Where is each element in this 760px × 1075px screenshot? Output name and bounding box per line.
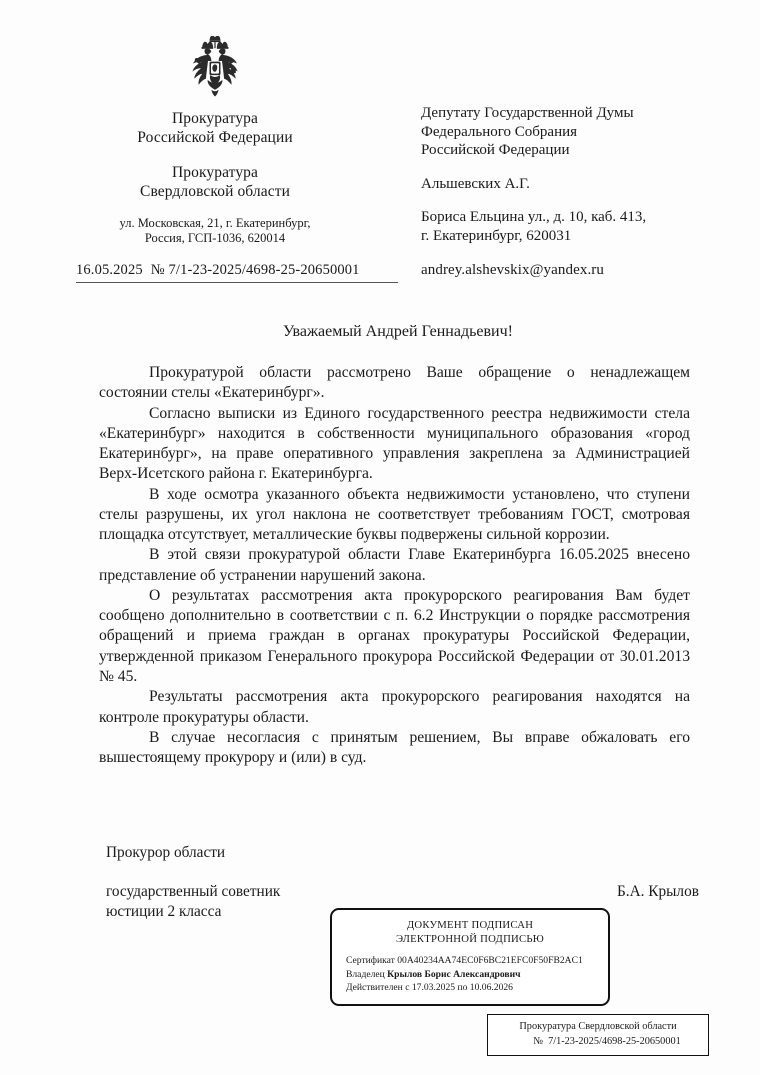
addressee-address-line2: г. Екатеринбург, 620031: [421, 227, 572, 244]
addressee-recipient-line1: Депутату Государственной Думы: [421, 105, 634, 121]
body-paragraph-2: Согласно выписки из Единого государственного реестра недвижимости стела «Екатеринбург» находится в собственности муниципального образования «город Екатеринбург», на праве оперативного управления закреплена за Администрацией Верх-Исетского района г. Екатеринбурга.: [99, 404, 690, 483]
esign-certificate-value: 00A40234AA74EC0F6BC21EFC0F50FB2AC1: [397, 954, 583, 966]
body-paragraph-7: В случае несогласия с принятым решением, Вы вправе обжаловать его вышестоящему прокурору и (или) в суд.: [99, 728, 690, 767]
reference-line: [76, 262, 398, 283]
registration-stamp-no-symbol: №: [533, 1036, 544, 1048]
esign-owner-label: Владелец: [346, 968, 385, 980]
body-paragraph-3: В ходе осмотра указанного объекта недвижимости установлено, что ступени стелы разрушены, их угол наклона не соответствует требованиям ГОСТ, смотровая площадка отсутствует, металлические буквы подвержены сильной коррозии.: [99, 485, 690, 544]
org-name-regional: [0, 164, 430, 202]
reference-number: № 7/1-23-2025/4698-25-20650001: [150, 262, 360, 278]
addressee-recipient-line2: Федерального Собрания: [421, 123, 578, 140]
org-name-federal: [0, 110, 430, 148]
addressee-recipient-title: [421, 104, 721, 160]
addressee-recipient-line3: Российской Федерации: [421, 142, 570, 159]
addressee-name: Альшевских А.Г.: [421, 175, 530, 192]
reference-date: 16.05.2025: [76, 262, 143, 278]
org-federal-line2: Российской Федерации: [137, 128, 293, 146]
esign-details: [342, 954, 598, 995]
letter-body: [99, 363, 690, 768]
esign-valid-from: 17.03.2025: [411, 982, 456, 994]
signature-role-line3: юстиции 2 класса: [106, 902, 222, 920]
signature-rank: [106, 882, 280, 922]
body-paragraph-6: Результаты рассмотрения акта прокурорского реагирования находятся на контроле прокуратуры области.: [99, 688, 690, 726]
letterhead-address-line2: Россия, ГСП-1036, 620014: [144, 231, 286, 246]
registration-stamp: [487, 1014, 709, 1056]
letterhead-address: [0, 216, 430, 247]
esign-validity-row: [346, 981, 598, 995]
esign-title-line1: ДОКУМЕНТ ПОДПИСАН: [406, 919, 534, 931]
esign-certificate-row: [346, 954, 598, 968]
esign-certificate-label: Сертификат: [346, 954, 395, 966]
esign-validity-label: Действителен с: [346, 982, 410, 994]
esign-valid-to: 10.06.2026: [469, 982, 513, 994]
electronic-signature-stamp: [330, 908, 610, 1006]
salutation: Уважаемый Андрей Геннадьевич!: [283, 323, 513, 340]
addressee-block: [421, 104, 721, 279]
esign-title: [342, 919, 598, 947]
registration-stamp-number-row: [496, 1035, 700, 1048]
org-regional-line2: Свердловской области: [140, 182, 290, 200]
esign-owner-value: Крылов Борис Александрович: [387, 968, 521, 980]
addressee-address: [421, 208, 721, 245]
signer-name: Б.А. Крылов: [617, 883, 699, 900]
addressee-email[interactable]: andrey.alshevskix@yandex.ru: [421, 261, 604, 278]
letterhead-address-line1: ул. Московская, 21, г. Екатеринбург,: [119, 215, 311, 230]
registration-stamp-org: Прокуратура Свердловской области: [519, 1021, 677, 1032]
esign-title-line2: ЭЛЕКТРОННОЙ ПОДПИСЬЮ: [395, 932, 545, 945]
russian-federation-coat-of-arms-icon: [184, 36, 246, 102]
registration-stamp-number: 7/1-23-2025/4698-25-20650001: [548, 1036, 681, 1048]
org-regional-line1: Прокуратура: [171, 163, 259, 181]
esign-valid-to-label: по: [457, 982, 468, 994]
signature-role-line2: государственный советник: [106, 882, 281, 900]
body-paragraph-4: В этой связи прокуратурой области Главе Екатеринбурга 16.05.2025 внесено представление об устранении нарушений закона.: [99, 546, 690, 584]
signature-role-block: [106, 843, 280, 922]
org-federal-line1: Прокуратура: [171, 110, 259, 127]
addressee-address-line1: Бориса Ельцина ул., д. 10, каб. 413,: [421, 209, 647, 226]
letterhead: [0, 36, 430, 247]
esign-owner-row: [346, 968, 598, 982]
body-paragraph-5: О результатах рассмотрения акта прокурорского реагирования Вам будет сообщено дополнительно в соответствии с п. 6.2 Инструкции о порядке рассмотрения обращений и приема граждан в органах прокуратуры Российской Федерации, утвержденной приказом Генерального прокурора Российской Федерации от 30.01.2013 № 45.: [99, 586, 690, 685]
body-paragraph-1: Прокуратурой области рассмотрено Ваше обращение о ненадлежащем состоянии стелы «Екатеринбург».: [99, 364, 690, 402]
signature-role-line1: Прокурор области: [106, 844, 226, 861]
